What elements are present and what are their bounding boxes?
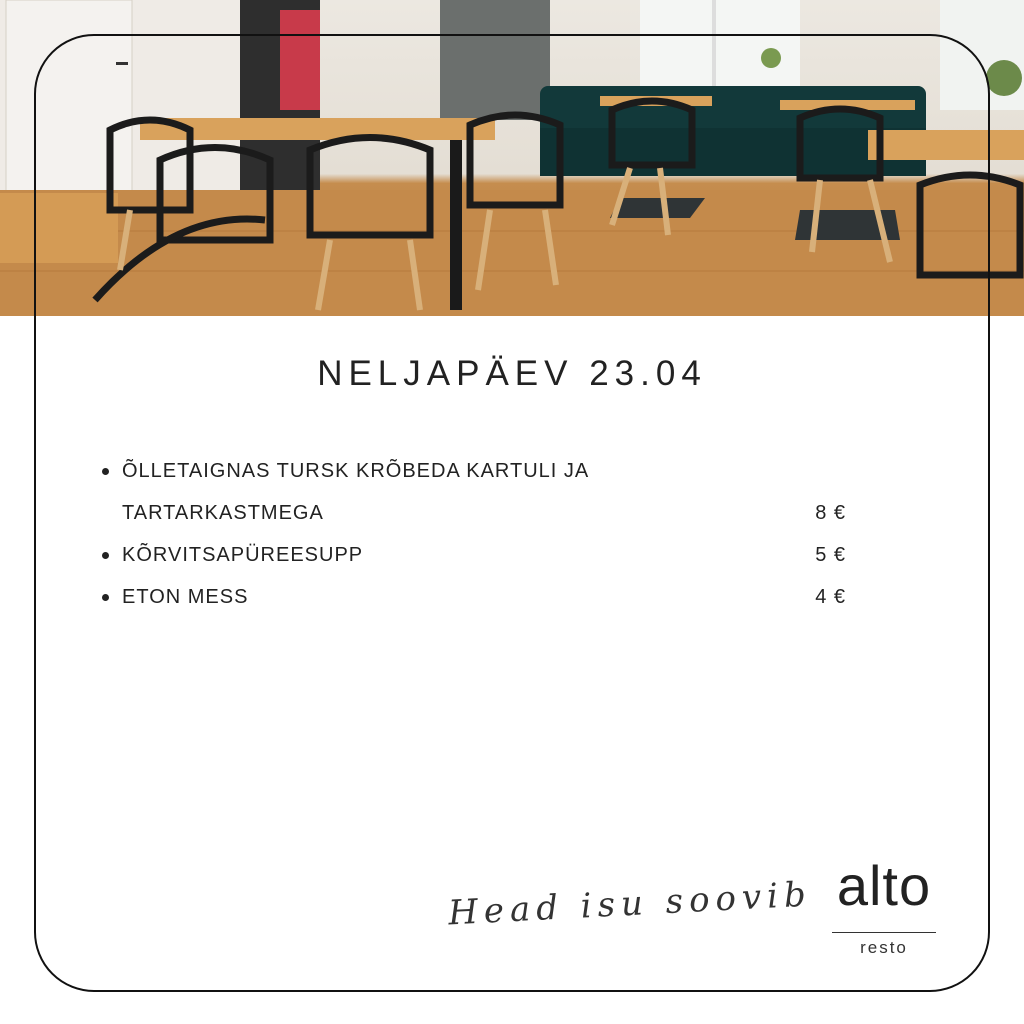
bullet-icon [102,552,109,559]
signature-text: Head isu soovib [447,874,813,934]
menu-list [100,450,860,618]
menu-item [100,576,860,618]
logo-main-text: alto [836,854,932,917]
menu-item [100,534,860,576]
menu-item-name-line2: TARTARKASTMEGA [122,502,324,524]
menu-title: NELJAPÄEV 23.04 [317,354,707,393]
bullet-icon [102,468,109,475]
menu-item-name-line1: ÕLLETAIGNAS TURSK KRÕBEDA KARTULI JA [122,460,590,482]
interior-illustration [0,0,1024,316]
menu-item [100,450,860,534]
logo-sub-text: resto [860,938,908,957]
menu-item-price: 8 € [815,502,846,524]
menu-item-name-line1: KÕRVITSAPÜREESUPP [122,544,364,566]
menu-item-name-line1: ETON MESS [122,586,249,608]
menu-item-price: 5 € [815,544,846,566]
menu-item-price: 4 € [815,586,846,608]
menu-item-name [100,576,248,618]
alto-resto-logo [826,826,942,966]
bullet-icon [102,594,109,601]
logo-divider [832,932,936,933]
restaurant-interior-photo [0,0,1024,316]
menu-item-name [100,534,363,576]
menu-item-name [100,450,589,492]
